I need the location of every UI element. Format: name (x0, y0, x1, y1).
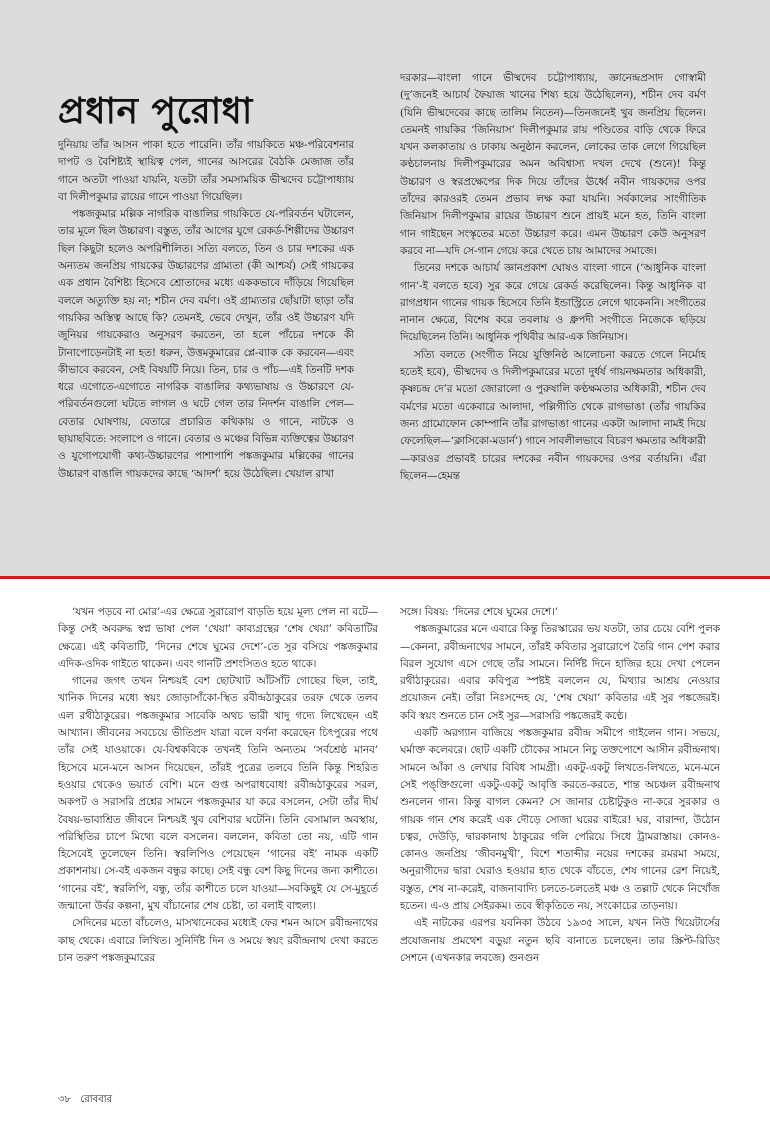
paragraph: পঙ্কজকুমার মল্লিক নাগরিক বাঙালির গায়কিতে যে-পরিবর্তন ঘটালেন, তার মূলে ছিল উচ্চারণ। বস্তুত, তাঁর আগের যুগে রেকর্ড-শিল্পীদের উচ্চারণ ছিল কিছুটা হলেও অপরিশীলিত। সত্যি বলতে, তিন ও চার দশকের এক অন্যতম জনপ্রিয় গায়কের উচ্চারণের গ্রাম্যতা (কী আশ্চর্য) সেই গায়কের এক প্রধান বৈশিষ্ট্য হিসেবে শ্রোতাদের মধ্যে এককভাবে দাঁড়িয়ে গিয়েছিল বললে অত্যুক্তি হয় না; শচীন দেব বর্মণ। ওই গ্রাম্যতার ছোঁয়াটা ছাড়া তাঁর গায়কির অস্তিত্ব আছে কি? তেমনই, ভেবে দেখুন, তাঁর ওই উচ্চারণ যদি জুনিয়র গায়কেরাও অনুসরণ করতেন, তা হলে পাঁচের দশকে কী টানাপোড়েনটাই না হত! ধরুন, উত্তমকুমারের প্লে-ব্যাক কে করবেন—এবং কীভাবে করবেন, সেই বিষয়টি নিয়ে। তিন, চার ও পাঁচ—এই তিনটি দশক ধরে এগোতে-এগোতে নাগরিক বাঙালির কথ্যভাষায় ও উচ্চারণে যে-পরিবর্তনগুলো ঘটতে লাগল ও ঘটে গেল তার নিদর্শন বাঙালি পেল—বেতার ঘোষণায়, বেতারে প্রচারিত কথিকায় ও গানে, নাটকে ও ছায়াছবিতে: সংলাপে ও গানে। বেতার ও মঞ্চের বিভিন্ন ব্যক্তিত্বের উচ্চারণ ও যুগোপযোগী কথ্য-উচ্চারণের পাশাপাশি পঙ্কজকুমার মল্লিকের গানের উচ্চারণ বাঙালি গায়কদের কাছে ‘আদর্শ’ হয়ে উঠেছিল। খেয়াল রাখা (58, 208, 354, 480)
paragraph: এই নাটকের এরপর যবনিকা উঠবে ১৯৩৫ সালে, যখন নিউ থিয়েটার্সের প্রযোজনায় প্রমথেশ বড়ুয়া নতুন ছবি বানাতে চলেছেন। তার স্ক্রিপ্ট-রিডিং সেশনে (এখনকার লবজে) গুনগুন (400, 917, 720, 964)
bottom-left-column (58, 604, 378, 1084)
article-title: প্রধান পুরোধা (58, 91, 253, 133)
paragraph: পঙ্কজকুমারের মনে এবারে কিন্তু তিরস্কারের ভয় যতটা, তার চেয়ে বেশি পুলক—কেননা, রবীন্দ্রনাথের সামনে, তাঁরই কবিতার সুরারোপে তৈরি গান পেশ করার বিরল সুযোগ এসে গেছে তাঁর সামনে। নির্দিষ্ট দিনে হাজির হয়ে দেখা পেলেন রথীঠাকুরের। এবার কবিপুত্র স্পষ্টই বললেন যে, মিথ্যার আশ্রয় নেওয়ার প্রয়োজন নেই। তাঁরা নিঃসন্দেহ যে, ‘শেষ খেয়া’ কবিতার এই সুর পঙ্কজেরই। কবি স্বয়ং শুনতে চান সেই সুর—সরাসরি পঙ্কজেরই কণ্ঠে। (400, 623, 720, 722)
page-footer (58, 1092, 118, 1109)
paragraph: সেদিনের মতো বাঁচলেও, মাসখানেকের মধ্যেই ফের শমন আসে রবীন্দ্রনাথের কাছ থেকে। এবারে লিখিত। সুনির্দিষ্ট দিন ও সময়ে স্বয়ং রবীন্দ্রনাথ দেখা করতে চান তরুণ পঙ্কজকুমারের (58, 917, 378, 964)
paragraph: ‘যখন পড়বে না মোর’-এর ক্ষেত্রে সুরারোপ বাড়তি হয়ে মূল্য পেল না বটে—কিন্তু সেই অবরুদ্ধ স্বপ্ন ভাষা পেল ‘খেয়া’ কাব্যগ্রন্থের ‘শেষ খেয়া’ কবিতাটির ক্ষেত্রে। এই কবিতাটি, ‘দিনের শেষে ঘুমের দেশে’-তে সুর বসিয়ে পঙ্কজকুমার এদিক-ওদিক গাইতে থাকেন। এবং গানটি প্রশংসিতও হতে থাকে। (58, 606, 378, 670)
paragraph: গানের জগৎ তখন নিশ্চয়ই বেশ ছোটখাট আঁটসাঁট গোছের ছিল, তাই, খানিক দিনের মধ্যে স্বয়ং জোড়াসাঁকো-স্থিত রবীন্দ্রঠাকুরের তরফ থেকে তলব এল রথীঠাকুরের। পঙ্কজকুমার সাবেকি অথচ ভারী খাদু গদ্যে লিখেছেন এই আখ্যান। জীবনের সবচেয়ে ভীতিপ্রদ যাত্রা বলে বর্ণনা করেছেন চিৎপুরের পথে তাঁর সেই যাওয়াকে। যে-বিশ্বকবিকে তখনই তিনি অন্যতম ‘সর্বশ্রেষ্ঠ মানব’ হিসেবে মনে-মনে আসন দিয়েছেন, তাঁরই পুত্রের তলবে তিনি কিন্তু শিহরিত হওয়ার থেকেও ভয়ার্ত বেশি। মনে গুপ্ত অপরাধবোধ! রবীন্দ্রঠাকুরের সরল, অকপট ও সরাসরি প্রশ্নের সামনে পঙ্কজকুমার যা করে বসলেন, সেটা তাঁর দীর্ঘ বৈষয়-ভাবাশ্রিত জীবনে নিশ্চয়ই খুব বেশিবার ঘটেনি। তিনি বেসামাল অবস্থায়, পরিস্থিতির চাপে মিথ্যে বলে বসলেন। বললেন, কবিতা তো নয়, এটি গান হিসেবেই তুলেছেন তিনি। স্বরলিপিও পেয়েছেন ‘গানের বই’ নামক একটি প্রকাশনায়। সে-বই একজন বন্ধুর কাছে। সেই বন্ধু বেশ কিছু দিনের জন্য কাশীতে। ‘গানের বই’, স্বরলিপি, বন্ধু, তাঁর কাশীতে চলে যাওয়া—সবকিছুই যে সে-মুহূর্তে জন্মানো উর্বর কল্পনা, মুখ বাঁচানোর শেষ চেষ্টা, তা বলাই বাহুল্য। (58, 675, 378, 913)
paragraph: একটি অরগ্যান বাজিয়ে পঙ্কজকুমার রবীন্দ্র সমীপে গাইলেন গান। সভয়ে, ঘর্মাক্ত কলেবরে। ছোট একটি চৌকের সামনে নিচু তক্তপোশে আসীন রবীন্দ্রনাথ। সামনে আঁকা ও লেখার বিবিধ সামগ্রী। একটু-একটু লিখতে-লিখতে, মনে-মনে সেই পঙ্‌ক্তিগুলো একটু-একটু আবৃত্তি করতে-করতে, শান্ত অচঞ্চল রবীন্দ্রনাথ শুনলেন গান। কিন্তু বাগল কেমন? সে জানার চেষ্টাটুকুও না-করে সুরকার ও গায়ক গান শেষ করেই এক দৌড়ে সোজা ঘরের বাইরে! ঘর, বারান্দা, উঠোন চত্বর, দেউড়ি, দ্বারকানাথ ঠাকুরের গলি পেরিয়ে সিধে ট্রামরাস্তায়। কোনও-কোনও জনপ্রিয় ‘জীবনমুখী’, বিশে শতাব্দীর নয়ের দশকের রমরমা সময়ে, অনুরাগীদের দ্বারা ঘেরাও হওয়ার হাত থেকে বাঁচতে, শেষ গানের রেশ নিয়েই, বস্তুত, শেষ না-করেই, বাজনাবাদ্যি চলতে-চলতেই মঞ্চ ও তল্লাট থেকে নিখোঁজ হতেন। এ-ও প্রায় সেইরকম। তবে স্বীকৃতিতে নয়, সংকোচের তাড়নায়। (400, 727, 720, 913)
page-number: ৩৮ (58, 1094, 71, 1105)
top-right-column (400, 70, 706, 567)
top-left-column (58, 137, 354, 567)
paragraph: সঙ্গে। বিষয়: ‘দিনের শেষে ঘুমের দেশে।’ (400, 606, 559, 618)
paragraph: দরকার—বাংলা গানে ভীষ্মদেব চট্টোপাধ্যায়, জ্ঞানেন্দ্রপ্রসাদ গোস্বামী (দু’জনেই আচার্য ফৈয়াজ খানের শিষ্য হয়ে উঠেছিলেন), শচীন দেব বর্মণ (যিনি ভীষ্মদেবের কাছে তালিম নিতেন)—তিনজনেই খুব জনপ্রিয় ছিলেন। তেমনই গায়কির ‘জিনিয়াস’ দিলীপকুমার রায় পণ্ডিতের বাড়ি থেকে ফিরে যখন কলকাতায় ও ঢাকায় অনুষ্ঠান করলেন, লোকের তাক লেগে গিয়েছিল কণ্ঠচালনায় দিলীপকুমারের অমন অবিশ্বাস্য দখল দেখে (শুনে)! কিন্তু উচ্চারণ ও স্বরপ্রক্ষেপের দিক দিয়ে তাঁদের ঊর্ধ্বে নবীন গায়কদের ওপর তাঁদের কারওরই তেমন প্রভাব লক্ষ করা যায়নি। সর্বকালের সাংগীতিক জিনিয়াস দিলীপকুমার রায়ের উচ্চারণ শুনে প্রায়ই মনে হত, তিনি বাংলা গান গাইছেন সংস্কৃতের মতো উচ্চারণ করে। এমন উচ্চারণ কেউ অনুসরণ করবে না—যদি সে-গান গেয়ে করে খেতে চায় আমাদের সমাজে। (400, 72, 706, 257)
magazine-name: রোববার (80, 1094, 113, 1105)
paragraph: দুনিয়ায় তাঁর আসন পাকা হতে পারেনি। তাঁর গায়কিতে মঞ্চ-পরিবেশনার দাপট ও বৈশিষ্ট্যই স্থায়িত্ব পেল, গানের আসরের বৈঠকি মেজাজ তাঁর গানে অতটা পাওয়া যায়নি, যতটা তাঁর সমসাময়িক ভীষ্মদেব চট্টোপাধ্যায় বা দিলীপকুমার রায়ের গানে পাওয়া গিয়েছিল। (58, 139, 354, 203)
paragraph: সত্যি বলতে (সংগীত নিয়ে যুক্তিনিষ্ঠ আলোচনা করতে গেলে নির্মোহ হতেই হবে), ভীষ্মদেব ও দিলীপকুমারের মতো দুর্ধর্ষ গায়নক্ষমতার অধিকারী, কৃষ্ণচন্দ্র দে’র মতো জোরালো ও পুরুষালি কণ্ঠক্ষমতার অধিকারী, শচীন দেব বর্মণের মতো একেবারে আলাদা, পল্লিগীতি থেকে রাগভাঙা (তাঁর গায়কির জন্য গ্রামোফোন কোম্পানি তাঁর রাগভাঙা গানের একটা আলাদা নামই দিয়ে ফেলেছিল—‘ক্লাসিকো-মডার্ন’) গানে সাবলীলভাবে বিচরণ ক্ষমতার অধিকারী—কারওর প্রভাবই চারের দশকের নবীন গায়কদের ওপর বর্তায়নি। এঁরা ছিলেন—হেমন্ত (400, 348, 706, 482)
red-divider (0, 576, 770, 579)
paragraph: তিনের দশকে আচার্য জ্ঞানপ্রকাশ ঘোষও বাংলা গানে (‘আধুনিক বাংলা গান’-ই বলতে হবে) সুর করে গেয়ে রেকর্ড করেছিলেন। কিন্তু আধুনিক বা রাগপ্রধান গানের গায়ক হিসেবে তিনি ইন্ডাস্ট্রিতে লেগে থাকেননি। সংগীতের নানান ক্ষেত্রে, বিশেষ করে তবলায় ও ধ্রুপদী সংগীতে নিজেকে ছড়িয়ে দিয়েছিলেন তিনি। আধুনিক পৃথিবীর আর-এক জিনিয়াস। (400, 262, 706, 344)
bottom-right-column (400, 604, 720, 1084)
